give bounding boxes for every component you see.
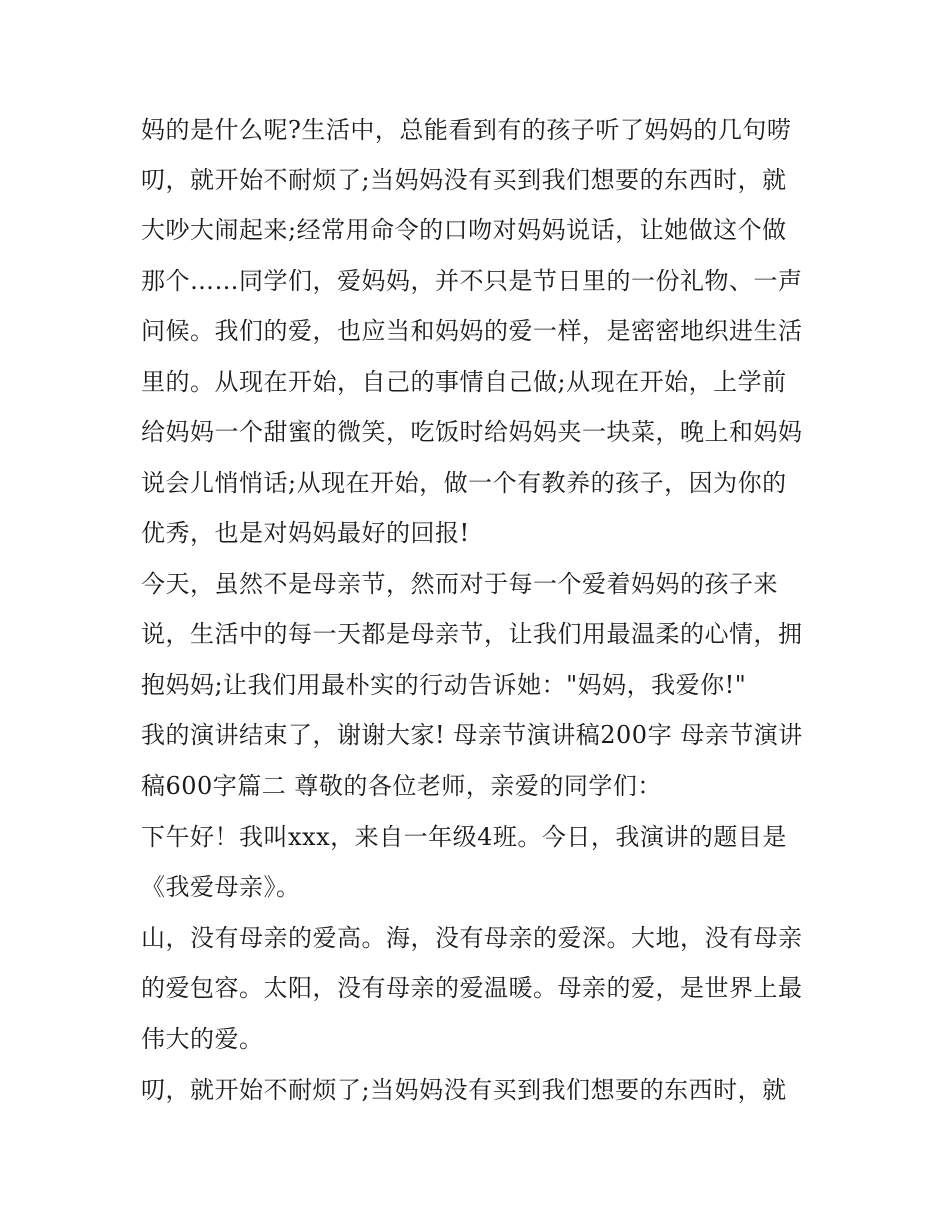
text-line-5: 问候。我们的爱，也应当和妈妈的爱一样，是密密地织进生活 — [141, 317, 803, 345]
text-line-4: 那个……同学们，爱妈妈，并不只是节日里的一份礼物、一声 — [141, 267, 803, 295]
text-line-16: 《我爱母亲》。 — [141, 873, 301, 901]
text-line-9: 优秀，也是对妈妈最好的回报! — [141, 519, 470, 547]
text-line-8: 说会儿悄悄话;从现在开始，做一个有教养的孩子，因为你的 — [141, 469, 787, 497]
text-line-6: 里的。从现在开始，自己的事情自己做;从现在开始，上学前 — [141, 368, 787, 396]
text-line-19: 伟大的爱。 — [141, 1025, 264, 1053]
text-line-7: 给妈妈一个甜蜜的微笑，吃饭时给妈妈夹一块菜，晚上和妈妈 — [141, 418, 803, 446]
text-line-10: 今天，虽然不是母亲节，然而对于每一个爱着妈妈的孩子来 — [141, 570, 778, 598]
text-line-13: 我的演讲结束了，谢谢大家! 母亲节演讲稿200字 母亲节演讲 — [141, 721, 803, 749]
text-line-2: 叨，就开始不耐烦了;当妈妈没有买到我们想要的东西时，就 — [141, 166, 787, 194]
text-line-3: 大吵大闹起来;经常用命令的口吻对妈妈说话，让她做这个做 — [141, 216, 787, 244]
text-line-11: 说，生活中的每一天都是母亲节，让我们用最温柔的心情，拥 — [141, 620, 803, 648]
text-line-17: 山，没有母亲的爱高。海，没有母亲的爱深。大地，没有母亲 — [141, 924, 803, 952]
text-line-12: 抱妈妈;让我们用最朴实的行动告诉她："妈妈，我爱你!" — [141, 671, 747, 699]
text-line-15: 下午好！我叫xxx，来自一年级4班。今日，我演讲的题目是 — [141, 823, 787, 851]
text-line-18: 的爱包容。太阳，没有母亲的爱温暖。母亲的爱，是世界上最 — [141, 974, 803, 1002]
text-line-20: 叨，就开始不耐烦了;当妈妈没有买到我们想要的东西时，就 — [141, 1076, 787, 1104]
text-line-1: 妈的是什么呢?生活中，总能看到有的孩子听了妈妈的几句唠 — [141, 116, 792, 144]
text-line-14: 稿600字篇二 尊敬的各位老师，亲爱的同学们： — [141, 772, 662, 800]
